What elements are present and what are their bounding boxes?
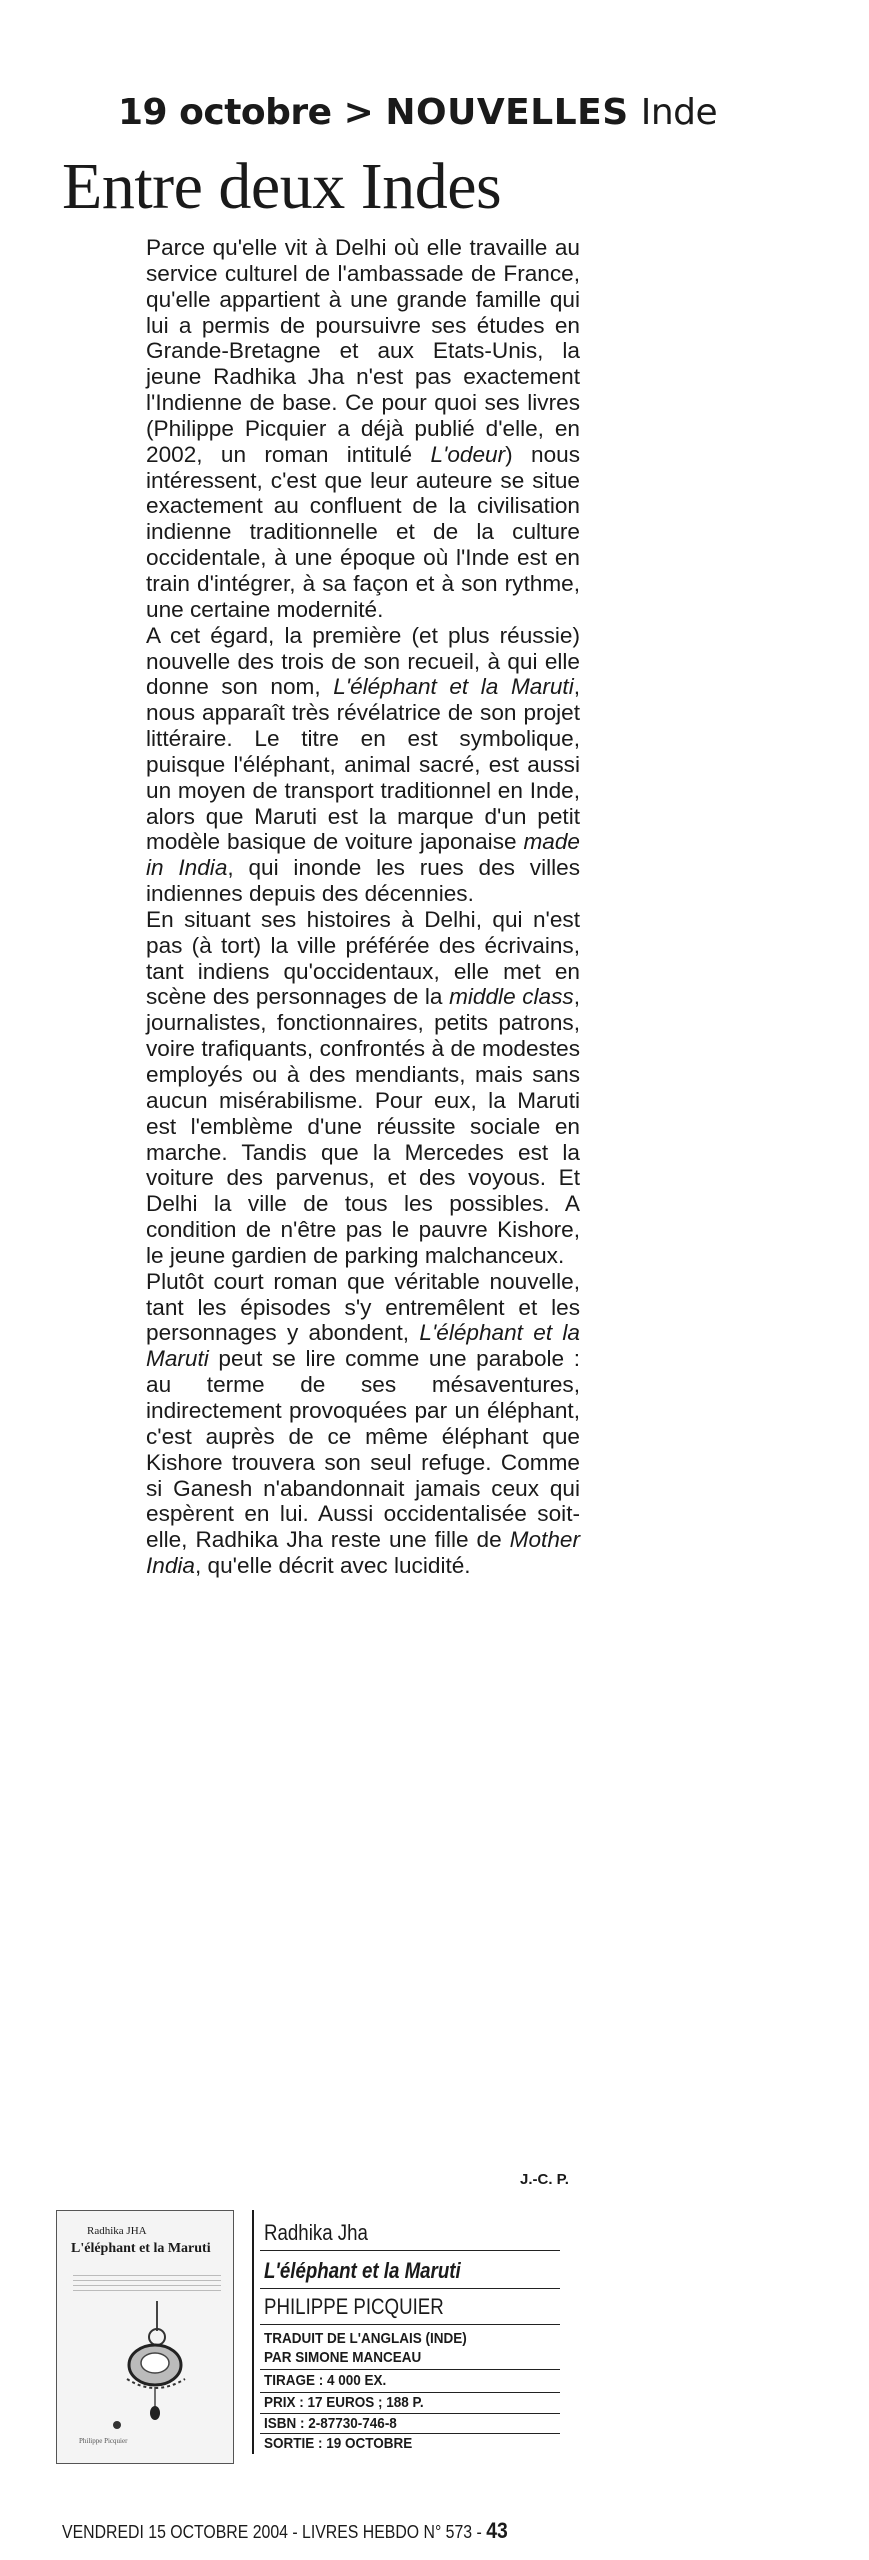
- cover-author: Radhika JHA: [87, 2225, 147, 2237]
- text-run: ) nous intéressent, c'est que leur auteure se situe exactement au confluent de la civilisation indienne traditionnelle et de la culture occidentale, à une époque où l'Inde est en train d'intégrer, à sa façon et à son rythme, une certaine modernité.: [146, 441, 580, 622]
- book-info-box: [252, 2210, 560, 2454]
- book-author: Radhika Jha: [264, 2220, 368, 2245]
- page-footer: [62, 2518, 508, 2544]
- book-translation-line-2: PAR SIMONE MANCEAU: [264, 2349, 422, 2366]
- book-isbn: ISBN : 2-87730-746-8: [264, 2415, 397, 2432]
- article-paragraph: [146, 623, 580, 907]
- article-paragraph: [146, 1269, 580, 1579]
- italic-phrase: made in India: [146, 829, 580, 881]
- text-run: , nous apparaît très révélatrice de son projet littéraire. Le titre en est symbolique, puisque l'éléphant, animal sacré, est aussi un moyen de transport traditionnel en Inde, alors que Maruti est la marque d'un petit modèle basique de voiture japonaise: [146, 674, 580, 855]
- book-price: PRIX : 17 EUROS ; 188 P.: [264, 2394, 424, 2411]
- cover-title: L'éléphant et la Maruti: [71, 2241, 211, 2256]
- kicker-country: Inde: [640, 92, 718, 133]
- italic-title: L'éléphant et la Maruti: [146, 1320, 580, 1372]
- book-cover-image: [56, 2210, 234, 2464]
- article-body: [146, 235, 580, 1579]
- divider: [260, 2392, 560, 2393]
- book-tirage: TIRAGE : 4 000 EX.: [264, 2372, 387, 2389]
- text-run: , qui inonde les rues des villes indiennes depuis des décennies.: [146, 855, 580, 907]
- cover-publisher: Philippe Picquier: [79, 2437, 128, 2445]
- text-run: Parce qu'elle vit à Delhi où elle travaille au service culturel de l'ambassade de France, qu'elle appartient à une grande famille qui lui a permis de poursuivre ses études en Grande-Bretagne et aux Etats-Unis, la jeune Radhika Jha n'est pas exactement l'Indienne de base. Ce pour quoi ses livres (Philippe Picquier a déjà publié d'elle, en 2002, un roman intitulé: [146, 235, 580, 467]
- text-run: A cet égard, la première (et plus réussie) nouvelle des trois de son recueil, à qui elle donne son nom,: [146, 622, 580, 700]
- divider: [260, 2250, 560, 2251]
- footer-text: VENDREDI 15 OCTOBRE 2004 - LIVRES HEBDO N° 573 -: [62, 2522, 487, 2542]
- text-run: , journalistes, fonctionnaires, petits patrons, voire trafiquants, confrontés à de modestes employés ou à des mendiants, mais sans aucun misérabilisme. Pour eux, la Maruti est l'emblème d'une réussite sociale en marche. Tandis que la Mercedes est la voiture des parvenus, et des voyous. Et Delhi la ville de tous les possibles. A condition de n'être pas le pauvre Kishore, le jeune gardien de parking malchanceux.: [146, 984, 580, 1268]
- author-signature: J.-C. P.: [520, 2171, 569, 2188]
- text-run: En situant ses histoires à Delhi, qui n'est pas (à tort) la ville préférée des écrivains, tant indiens qu'occidentaux, elle met en scène des personnages de la: [146, 906, 580, 1010]
- italic-phrase: Mother India: [146, 1527, 580, 1579]
- text-run: Plutôt court roman que véritable nouvelle, tant les épisodes s'y entremêlent et les personnages y abondent,: [146, 1268, 580, 1346]
- article-headline: Entre deux Indes: [62, 150, 502, 223]
- divider: [260, 2369, 560, 2370]
- kicker-date: 19 octobre: [118, 92, 332, 133]
- book-translation-line-1: TRADUIT DE L'ANGLAIS (INDE): [264, 2330, 467, 2347]
- cover-subtitle-lines: [73, 2275, 221, 2295]
- divider: [260, 2413, 560, 2414]
- article-paragraph: [146, 907, 580, 1269]
- divider: [260, 2433, 560, 2434]
- italic-title: L'éléphant et la Maruti: [333, 674, 574, 700]
- cover-ornament-illustration: [57, 2301, 233, 2431]
- book-publisher: PHILIPPE PICQUIER: [264, 2294, 444, 2319]
- divider: [260, 2324, 560, 2325]
- italic-phrase: middle class: [449, 984, 574, 1010]
- italic-title: L'odeur: [430, 441, 506, 467]
- book-title: L'éléphant et la Maruti: [264, 2258, 461, 2283]
- book-release: SORTIE : 19 OCTOBRE: [264, 2435, 413, 2452]
- section-kicker: [118, 92, 718, 133]
- kicker-separator: >: [343, 92, 374, 133]
- text-run: , qu'elle décrit avec lucidité.: [195, 1553, 471, 1579]
- page-number: 43: [486, 2518, 508, 2543]
- text-run: peut se lire comme une parabole : au terme de ses mésaventures, indirectement provoquées par un éléphant, c'est auprès de ce même éléphant que Kishore trouvera son seul refuge. Comme si Ganesh n'abandonnait jamais ceux qui espèrent en lui. Aussi occidentalisée soit-elle, Radhika Jha reste une fille de: [146, 1346, 580, 1553]
- article-paragraph: [146, 235, 580, 623]
- divider: [260, 2288, 560, 2289]
- kicker-rubric: NOUVELLES: [385, 92, 629, 133]
